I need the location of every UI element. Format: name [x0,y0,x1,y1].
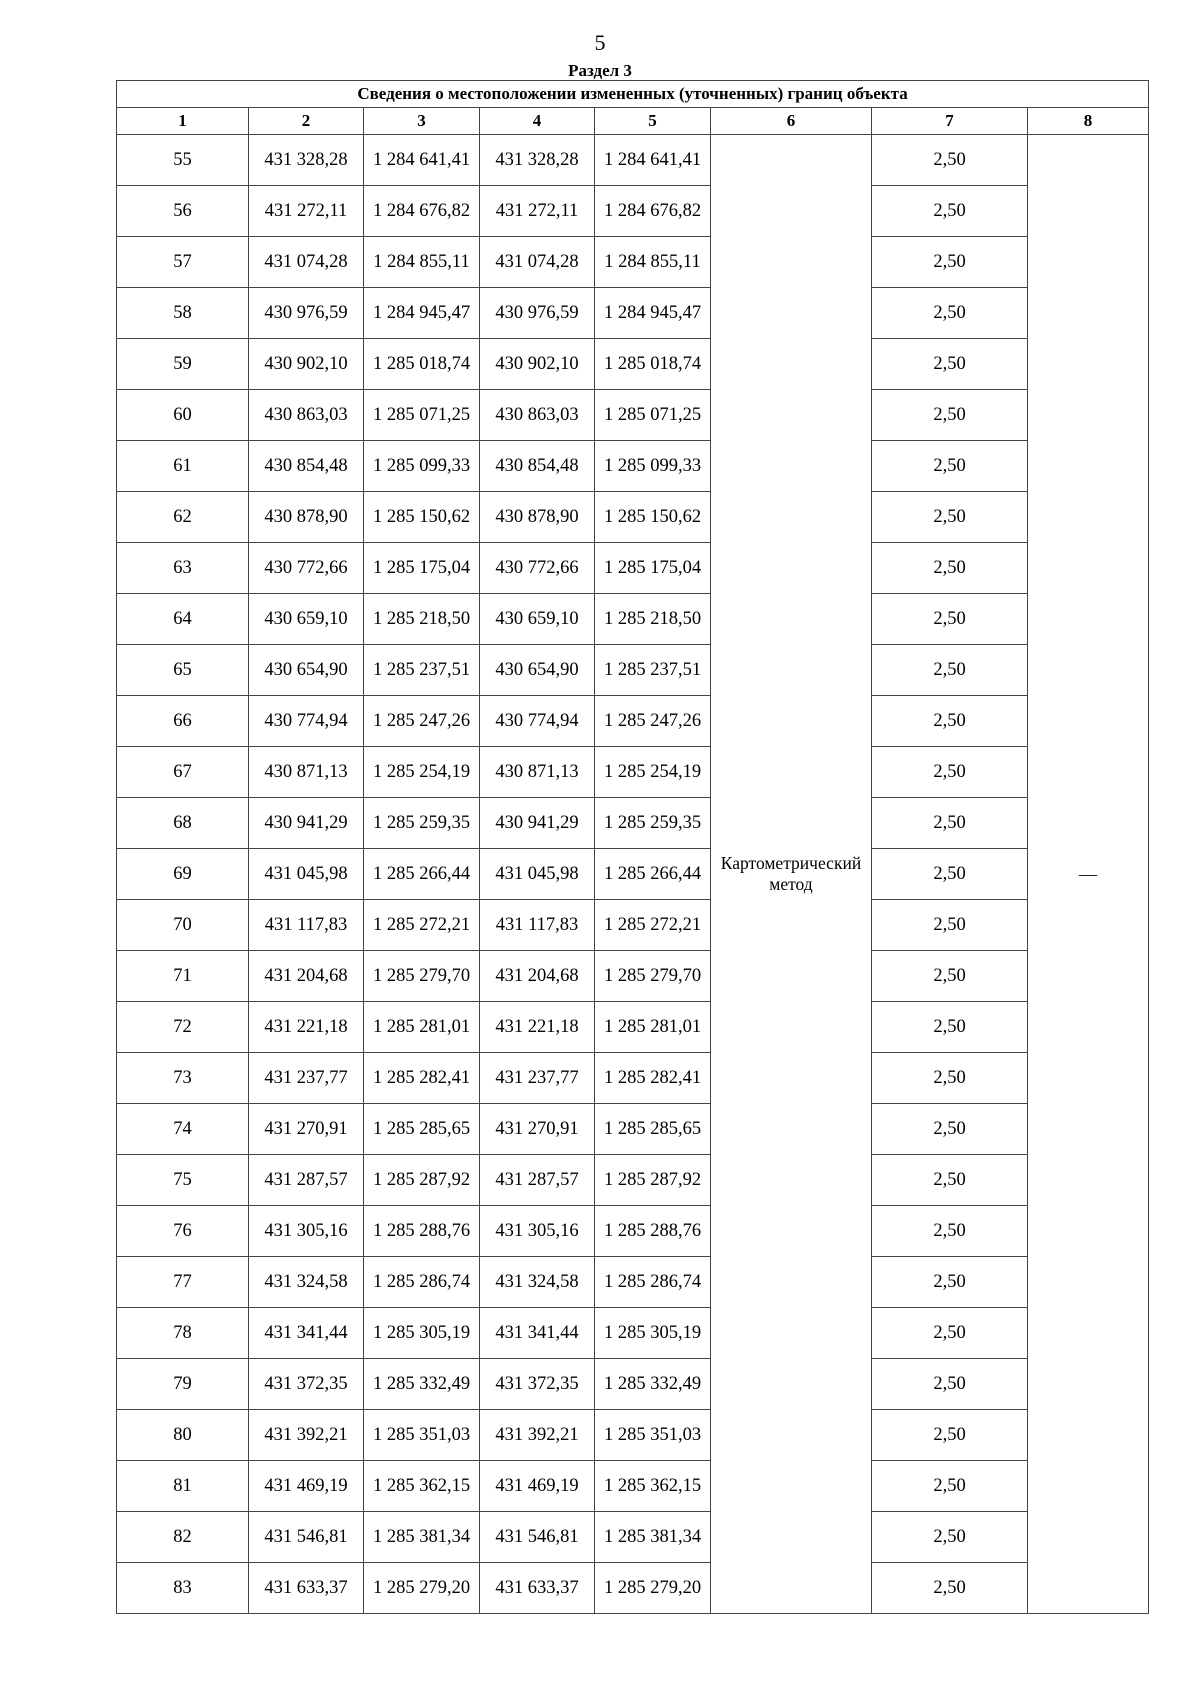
coordinate-cell: 431 341,44 [249,1308,364,1359]
accuracy-cell: 2,50 [872,1104,1028,1155]
point-number-cell: 59 [117,339,249,390]
coordinate-cell: 431 074,28 [249,237,364,288]
accuracy-cell: 2,50 [872,798,1028,849]
coordinate-cell: 430 863,03 [480,390,595,441]
coordinate-cell: 1 285 287,92 [595,1155,711,1206]
point-number-cell: 62 [117,492,249,543]
table-row [117,1359,1149,1410]
coordinate-cell: 431 045,98 [249,849,364,900]
coordinate-cell: 1 284 641,41 [595,135,711,186]
coordinate-cell: 1 284 641,41 [364,135,480,186]
table-row [117,900,1149,951]
coordinate-cell: 1 285 272,21 [595,900,711,951]
accuracy-cell: 2,50 [872,492,1028,543]
table-row [117,1155,1149,1206]
coordinate-cell: 430 772,66 [480,543,595,594]
point-number-cell: 61 [117,441,249,492]
table-row [117,492,1149,543]
coordinate-cell: 1 285 254,19 [595,747,711,798]
accuracy-cell: 2,50 [872,390,1028,441]
coordinate-cell: 431 117,83 [249,900,364,951]
page-number: 5 [594,30,606,55]
coordinate-cell: 1 285 286,74 [364,1257,480,1308]
point-number-cell: 73 [117,1053,249,1104]
table-row [117,1461,1149,1512]
coordinate-cell: 1 285 279,70 [595,951,711,1002]
accuracy-cell: 2,50 [872,645,1028,696]
accuracy-cell: 2,50 [872,1002,1028,1053]
coordinate-cell: 430 772,66 [249,543,364,594]
coordinate-cell: 430 854,48 [249,441,364,492]
coordinate-cell: 431 392,21 [249,1410,364,1461]
coordinate-cell: 430 659,10 [480,594,595,645]
coordinate-cell: 1 285 351,03 [364,1410,480,1461]
point-number-cell: 83 [117,1563,249,1614]
coordinate-cell: 1 285 286,74 [595,1257,711,1308]
point-number-cell: 76 [117,1206,249,1257]
method-cell: Картометрический метод [711,135,872,1614]
point-number-cell: 60 [117,390,249,441]
accuracy-cell: 2,50 [872,696,1028,747]
table-row [117,645,1149,696]
coordinate-cell: 431 341,44 [480,1308,595,1359]
table-row [117,339,1149,390]
coordinate-cell: 431 287,57 [480,1155,595,1206]
point-number-cell: 75 [117,1155,249,1206]
point-number-cell: 79 [117,1359,249,1410]
coordinate-cell: 430 863,03 [249,390,364,441]
coordinate-cell: 1 285 218,50 [364,594,480,645]
accuracy-cell: 2,50 [872,594,1028,645]
coordinate-cell: 1 284 676,82 [595,186,711,237]
column-number: 1 [117,108,249,135]
column-number: 6 [711,108,872,135]
table-body [117,135,1149,1614]
coordinate-cell: 1 285 237,51 [595,645,711,696]
coordinate-cell: 1 284 945,47 [364,288,480,339]
table-row [117,1206,1149,1257]
table-row [117,1104,1149,1155]
table-row [117,543,1149,594]
column-number-row [117,108,1149,135]
coordinate-cell: 1 285 362,15 [595,1461,711,1512]
coordinate-cell: 1 285 150,62 [364,492,480,543]
coordinate-cell: 431 237,77 [249,1053,364,1104]
coordinate-cell: 1 285 281,01 [364,1002,480,1053]
table-row [117,135,1149,186]
coordinate-cell: 430 902,10 [480,339,595,390]
coordinate-cell: 1 285 381,34 [595,1512,711,1563]
table-row [117,951,1149,1002]
coordinate-cell: 1 285 282,41 [595,1053,711,1104]
accuracy-cell: 2,50 [872,237,1028,288]
coordinate-cell: 431 546,81 [249,1512,364,1563]
coordinate-cell: 431 546,81 [480,1512,595,1563]
accuracy-cell: 2,50 [872,1053,1028,1104]
accuracy-cell: 2,50 [872,1206,1028,1257]
coordinate-cell: 1 285 288,76 [595,1206,711,1257]
column-number: 3 [364,108,480,135]
coordinate-cell: 1 285 259,35 [595,798,711,849]
note-cell: — [1028,135,1149,1614]
point-number-cell: 58 [117,288,249,339]
accuracy-cell: 2,50 [872,441,1028,492]
table-row [117,1410,1149,1461]
accuracy-cell: 2,50 [872,1563,1028,1614]
column-number: 5 [595,108,711,135]
coordinate-cell: 1 285 071,25 [595,390,711,441]
point-number-cell: 77 [117,1257,249,1308]
table-caption: Сведения о местоположении измененных (уточненных) границ объекта [117,81,1149,108]
coordinate-cell: 431 633,37 [480,1563,595,1614]
accuracy-cell: 2,50 [872,747,1028,798]
coordinate-cell: 430 976,59 [480,288,595,339]
coordinate-cell: 430 976,59 [249,288,364,339]
accuracy-cell: 2,50 [872,1461,1028,1512]
coordinate-cell: 1 285 351,03 [595,1410,711,1461]
coordinate-cell: 431 204,68 [480,951,595,1002]
point-number-cell: 69 [117,849,249,900]
accuracy-cell: 2,50 [872,1257,1028,1308]
coordinate-cell: 1 285 018,74 [364,339,480,390]
accuracy-cell: 2,50 [872,543,1028,594]
coordinate-cell: 430 774,94 [480,696,595,747]
point-number-cell: 65 [117,645,249,696]
coordinate-cell: 431 305,16 [480,1206,595,1257]
coordinate-cell: 1 285 099,33 [364,441,480,492]
accuracy-cell: 2,50 [872,1155,1028,1206]
coordinate-cell: 430 774,94 [249,696,364,747]
coordinate-cell: 1 285 279,20 [364,1563,480,1614]
point-number-cell: 82 [117,1512,249,1563]
coordinate-cell: 1 285 099,33 [595,441,711,492]
table-row [117,798,1149,849]
point-number-cell: 64 [117,594,249,645]
accuracy-cell: 2,50 [872,900,1028,951]
coordinate-cell: 1 284 855,11 [595,237,711,288]
table-row [117,441,1149,492]
accuracy-cell: 2,50 [872,1308,1028,1359]
coordinate-cell: 431 221,18 [480,1002,595,1053]
table-row [117,237,1149,288]
coordinate-cell: 431 221,18 [249,1002,364,1053]
point-number-cell: 63 [117,543,249,594]
accuracy-cell: 2,50 [872,135,1028,186]
coordinate-cell: 1 284 945,47 [595,288,711,339]
coordinate-cell: 1 285 305,19 [364,1308,480,1359]
coordinate-cell: 1 285 287,92 [364,1155,480,1206]
coordinate-cell: 431 328,28 [249,135,364,186]
coordinate-cell: 1 285 281,01 [595,1002,711,1053]
table-row [117,390,1149,441]
coordinate-cell: 1 285 150,62 [595,492,711,543]
coordinate-cell: 1 285 266,44 [595,849,711,900]
point-number-cell: 57 [117,237,249,288]
accuracy-cell: 2,50 [872,849,1028,900]
coordinate-cell: 431 469,19 [480,1461,595,1512]
coordinate-cell: 431 469,19 [249,1461,364,1512]
coordinate-cell: 1 285 259,35 [364,798,480,849]
coordinate-cell: 430 659,10 [249,594,364,645]
coordinate-cell: 430 871,13 [480,747,595,798]
table-row [117,747,1149,798]
accuracy-cell: 2,50 [872,288,1028,339]
coordinate-cell: 431 270,91 [480,1104,595,1155]
coordinate-cell: 431 074,28 [480,237,595,288]
column-number: 8 [1028,108,1149,135]
coordinate-cell: 430 654,90 [249,645,364,696]
coordinate-cell: 1 285 272,21 [364,900,480,951]
coordinate-cell: 430 854,48 [480,441,595,492]
coordinate-cell: 1 285 285,65 [595,1104,711,1155]
table-row [117,849,1149,900]
accuracy-cell: 2,50 [872,1359,1028,1410]
point-number-cell: 56 [117,186,249,237]
coordinate-cell: 431 270,91 [249,1104,364,1155]
coordinate-cell: 1 285 254,19 [364,747,480,798]
coordinate-cell: 1 285 279,20 [595,1563,711,1614]
coordinate-cell: 1 285 237,51 [364,645,480,696]
coordinate-cell: 431 045,98 [480,849,595,900]
column-number: 4 [480,108,595,135]
coordinate-cell: 430 871,13 [249,747,364,798]
coordinate-cell: 431 237,77 [480,1053,595,1104]
coordinate-cell: 1 285 266,44 [364,849,480,900]
accuracy-cell: 2,50 [872,339,1028,390]
coordinate-cell: 431 372,35 [480,1359,595,1410]
column-number: 2 [249,108,364,135]
coordinate-cell: 431 372,35 [249,1359,364,1410]
coordinate-cell: 430 654,90 [480,645,595,696]
coordinate-cell: 1 285 288,76 [364,1206,480,1257]
table-row [117,1308,1149,1359]
coordinate-cell: 1 285 175,04 [595,543,711,594]
coordinate-cell: 431 324,58 [249,1257,364,1308]
point-number-cell: 70 [117,900,249,951]
coordinate-cell: 1 285 247,26 [364,696,480,747]
coordinate-cell: 430 878,90 [480,492,595,543]
table-row [117,186,1149,237]
point-number-cell: 81 [117,1461,249,1512]
coordinate-cell: 431 633,37 [249,1563,364,1614]
coordinate-cell: 431 272,11 [249,186,364,237]
coordinate-cell: 431 392,21 [480,1410,595,1461]
coordinate-cell: 1 285 218,50 [595,594,711,645]
coordinate-cell: 430 902,10 [249,339,364,390]
point-number-cell: 80 [117,1410,249,1461]
point-number-cell: 72 [117,1002,249,1053]
accuracy-cell: 2,50 [872,1512,1028,1563]
table-row [117,288,1149,339]
table-row [117,594,1149,645]
point-number-cell: 71 [117,951,249,1002]
coordinate-cell: 1 285 305,19 [595,1308,711,1359]
coordinate-cell: 1 285 018,74 [595,339,711,390]
table-row [117,1512,1149,1563]
point-number-cell: 66 [117,696,249,747]
coordinate-cell: 1 285 279,70 [364,951,480,1002]
coordinate-cell: 1 285 381,34 [364,1512,480,1563]
table-row [117,696,1149,747]
coordinate-cell: 1 284 676,82 [364,186,480,237]
table-row [117,1053,1149,1104]
coordinate-cell: 430 941,29 [249,798,364,849]
section-title: Раздел 3 [568,61,632,80]
coordinate-cell: 430 941,29 [480,798,595,849]
coordinate-cell: 1 284 855,11 [364,237,480,288]
point-number-cell: 55 [117,135,249,186]
coordinate-cell: 431 305,16 [249,1206,364,1257]
point-number-cell: 67 [117,747,249,798]
accuracy-cell: 2,50 [872,186,1028,237]
point-number-cell: 78 [117,1308,249,1359]
coordinate-cell: 1 285 285,65 [364,1104,480,1155]
table-row [117,1002,1149,1053]
coordinate-cell: 1 285 332,49 [364,1359,480,1410]
accuracy-cell: 2,50 [872,1410,1028,1461]
coordinate-cell: 1 285 071,25 [364,390,480,441]
coordinate-cell: 431 328,28 [480,135,595,186]
coordinates-table [116,80,1149,1614]
coordinate-cell: 431 272,11 [480,186,595,237]
coordinate-cell: 1 285 362,15 [364,1461,480,1512]
accuracy-cell: 2,50 [872,951,1028,1002]
coordinate-cell: 431 204,68 [249,951,364,1002]
coordinate-cell: 1 285 282,41 [364,1053,480,1104]
coordinate-cell: 1 285 247,26 [595,696,711,747]
coordinate-cell: 431 117,83 [480,900,595,951]
coordinate-cell: 431 287,57 [249,1155,364,1206]
table-row [117,1563,1149,1614]
point-number-cell: 68 [117,798,249,849]
point-number-cell: 74 [117,1104,249,1155]
coordinate-cell: 1 285 175,04 [364,543,480,594]
table-row [117,1257,1149,1308]
coordinate-cell: 431 324,58 [480,1257,595,1308]
coordinate-cell: 1 285 332,49 [595,1359,711,1410]
coordinate-cell: 430 878,90 [249,492,364,543]
column-number: 7 [872,108,1028,135]
